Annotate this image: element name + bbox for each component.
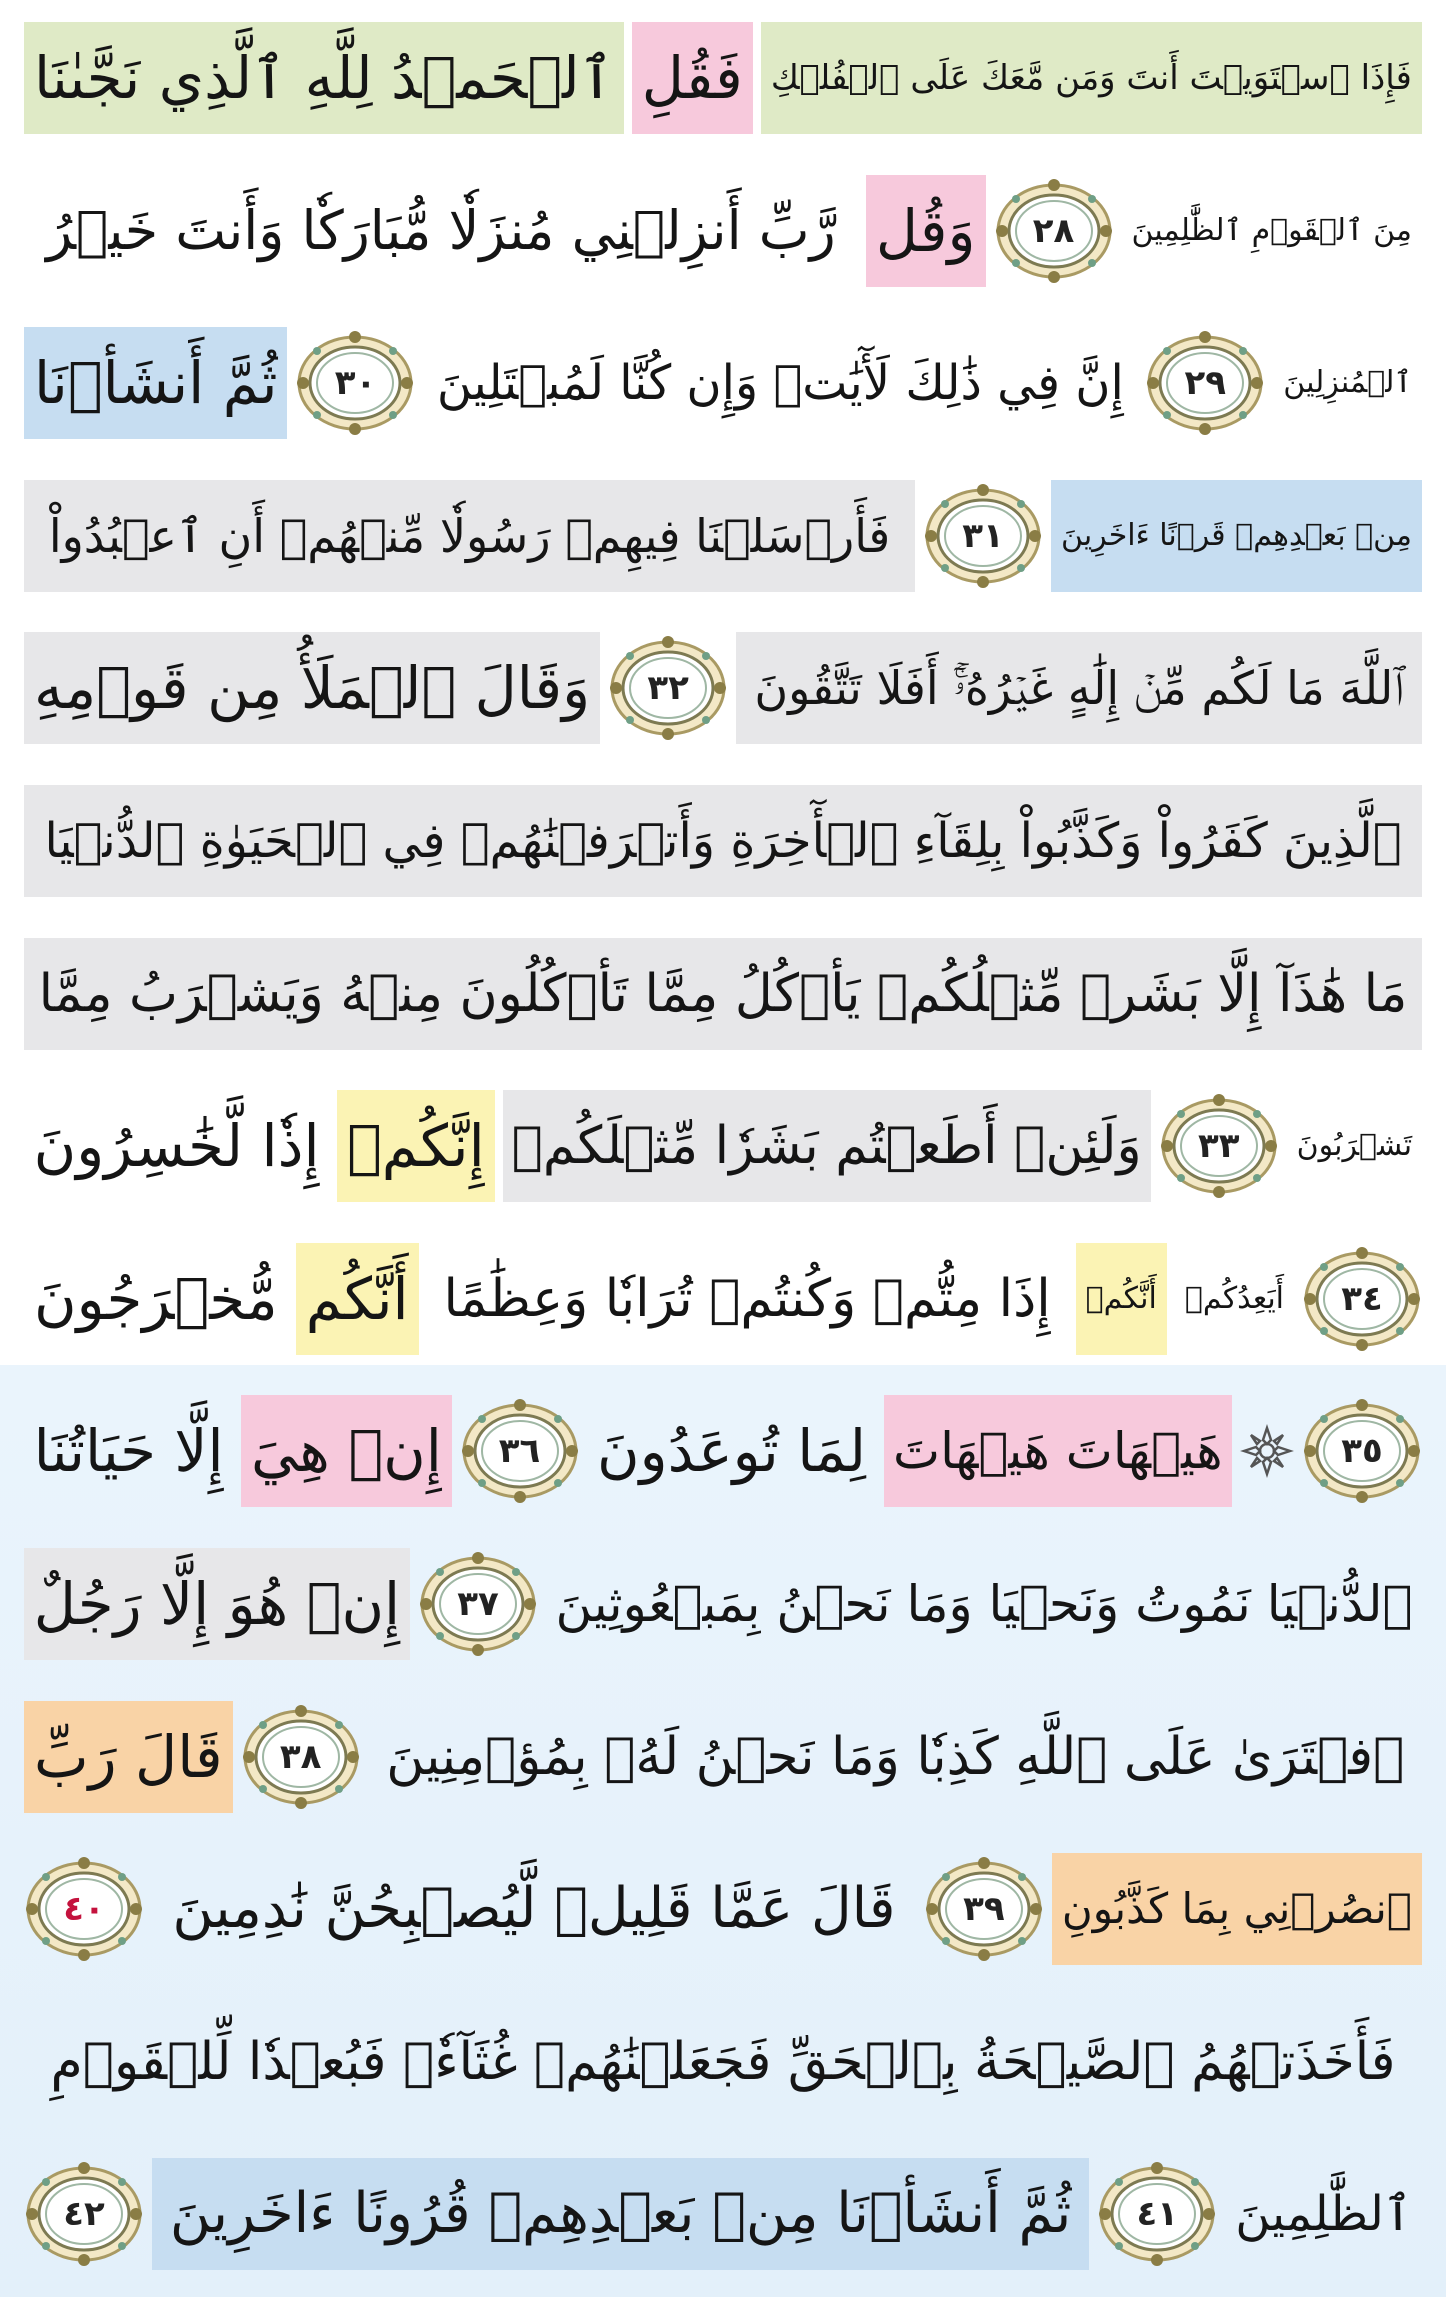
verse-text: إِنَّكُمۡ xyxy=(337,1090,494,1202)
ayah-number: ٣٨ xyxy=(279,1736,322,1777)
verse-text: ٱلدُّنۡيَا نَمُوتُ وَنَحۡيَا وَمَا نَحۡنُ بِمَبۡعُوثِينَ xyxy=(555,1575,1413,1633)
ayah-number: ٣٧ xyxy=(457,1584,499,1624)
ayah-number-marker[interactable] xyxy=(1145,331,1265,435)
verse-line xyxy=(24,1839,1422,1979)
verse-line xyxy=(24,2144,1422,2284)
verse-text: وَقُل xyxy=(866,175,986,287)
verse-text: ثُمَّ أَنشَأۡنَا مِنۢ بَعۡدِهِمۡ قُرُونًا ءَاخَرِينَ xyxy=(152,2158,1089,2270)
ayah-number-marker[interactable] xyxy=(1302,1399,1422,1503)
verse-text: هَيۡهَاتَ هَيۡهَاتَ xyxy=(884,1395,1232,1507)
verse-line xyxy=(24,771,1422,911)
verse-text: ثُمَّ أَنشَأۡنَا xyxy=(24,327,287,439)
verse-text: إِنۡ هُوَ إِلَّا رَجُلٌ xyxy=(24,1548,410,1660)
verse-text: إِذَا مِتُّمۡ وَكُنتُمۡ تُرَابٗا وَعِظَٰمًا xyxy=(443,1268,1051,1329)
verse-text: إِذٗا لَّخَٰسِرُونَ xyxy=(33,1112,320,1181)
ayah-number: ٣٢ xyxy=(647,668,689,709)
verse-line xyxy=(24,313,1422,453)
verse-line xyxy=(24,924,1422,1064)
verse-line xyxy=(24,1992,1422,2132)
verse-text: ٱللَّهَ مَا لَكُم مِّنۡ إِلَٰهٍ غَيۡرُهُۥٓۚ أَفَلَا تَتَّقُونَ xyxy=(736,632,1422,744)
ayah-number-marker[interactable] xyxy=(460,1399,580,1503)
ayah-number-marker[interactable] xyxy=(608,636,728,740)
verse-text: ٱلَّذِينَ كَفَرُواْ وَكَذَّبُواْ بِلِقَآءِ ٱلۡأٓخِرَةِ وَأَتۡرَفۡنَٰهُمۡ فِي ٱلۡحَيَوٰةِ ٱلدُّنۡيَا xyxy=(24,785,1422,897)
ayah-number: ٣٠ xyxy=(334,363,377,404)
verse-text: قَالَ رَبِّ xyxy=(24,1701,233,1813)
verse-text: ٱلظَّٰلِمِينَ xyxy=(1235,2186,1412,2243)
verse-text: أَيَعِدُكُمۡ xyxy=(1184,1280,1284,1316)
verse-line xyxy=(24,1687,1422,1827)
ayah-number-marker[interactable] xyxy=(994,179,1114,283)
ayah-number: ٣٤ xyxy=(1341,1278,1383,1319)
verse-text: مَا هَٰذَآ إِلَّا بَشَرٞ مِّثۡلُكُمۡ يَأۡكُلُ مِمَّا تَأۡكُلُونَ مِنۡهُ وَيَشۡرَبُ مِمَّا xyxy=(24,938,1422,1050)
verse-text: لِمَا تُوعَدُونَ xyxy=(597,1417,867,1486)
ayah-number-marker[interactable] xyxy=(1159,1094,1279,1198)
ayah-number-marker[interactable] xyxy=(1097,2162,1217,2266)
verse-text: ٱنصُرۡنِي بِمَا كَذَّبُونِ xyxy=(1052,1853,1422,1965)
ayah-number-marker[interactable] xyxy=(241,1705,361,1809)
verse-text: رَّبِّ أَنزِلۡنِي مُنزَلٗا مُّبَارَكٗا وَأَنتَ خَيۡرُ xyxy=(46,198,836,262)
verse-text: مُّخۡرَجُونَ xyxy=(34,1264,278,1333)
ayah-number: ٢٩ xyxy=(1184,363,1227,404)
verse-line xyxy=(24,618,1422,758)
verse-text: فَأَخَذَتۡهُمُ ٱلصَّيۡحَةُ بِٱلۡحَقِّ فَجَعَلۡنَٰهُمۡ غُثَآءٗۚ فَبُعۡدٗا لِّلۡقَوۡمِ xyxy=(50,2031,1396,2092)
ayah-number-marker[interactable] xyxy=(24,2162,144,2266)
ayah-number: ٤٢ xyxy=(63,2194,105,2235)
verse-line xyxy=(24,1534,1422,1674)
ayah-number: ٣٣ xyxy=(1198,1126,1240,1167)
ayah-number-marker[interactable] xyxy=(418,1552,538,1656)
verse-text: فَقُلِ xyxy=(632,22,753,134)
ayah-number: ٣٦ xyxy=(498,1431,541,1472)
verse-text: ٱلۡمُنزِلِينَ xyxy=(1283,365,1412,401)
ayah-number-marker[interactable] xyxy=(924,1857,1044,1961)
verse-text: فَإِذَا ٱسۡتَوَيۡتَ أَنتَ وَمَن مَّعَكَ عَلَى ٱلۡفُلۡكِ xyxy=(761,22,1422,134)
verse-text: ٱلۡحَمۡدُ لِلَّهِ ٱلَّذِي نَجَّىٰنَا xyxy=(24,22,624,134)
verse-text: ٱفۡتَرَىٰ عَلَى ٱللَّهِ كَذِبٗا وَمَا نَحۡنُ لَهُۥ بِمُؤۡمِنِينَ xyxy=(386,1726,1405,1787)
sajda-mark-icon xyxy=(1240,1424,1294,1478)
ayah-number-marker[interactable] xyxy=(923,484,1043,588)
ayah-number: ٤١ xyxy=(1136,2194,1178,2235)
verse-line xyxy=(24,1381,1422,1521)
verse-text: أَنَّكُمۡ xyxy=(1076,1243,1167,1355)
ayah-number: ٣٩ xyxy=(963,1889,1005,1930)
ayah-number: ٣٥ xyxy=(1341,1431,1383,1472)
verse-text: تَشۡرَبُونَ xyxy=(1296,1128,1413,1164)
verse-text: مِنَ ٱلۡقَوۡمِ ٱلظَّٰلِمِينَ xyxy=(1131,212,1412,248)
verse-text: إِلَّا حَيَاتُنَا xyxy=(33,1417,224,1486)
ayah-number: ٤٠ xyxy=(63,1889,105,1930)
ayah-number-marker[interactable] xyxy=(1302,1247,1422,1351)
verse-text: وَقَالَ ٱلۡمَلَأُ مِن قَوۡمِهِ xyxy=(24,632,600,744)
verse-line xyxy=(24,1076,1422,1216)
verse-text: قَالَ عَمَّا قَلِيلٖ لَّيُصۡبِحُنَّ نَٰدِمِينَ xyxy=(172,1876,896,1942)
ayah-number-marker[interactable] xyxy=(295,331,415,435)
verse-line xyxy=(24,466,1422,606)
verse-line xyxy=(24,8,1422,148)
ayah-number: ٣١ xyxy=(962,515,1004,556)
verse-text: أَنَّكُم xyxy=(296,1243,419,1355)
verse-text: فَأَرۡسَلۡنَا فِيهِمۡ رَسُولٗا مِّنۡهُمۡ أَنِ ٱعۡبُدُواْ xyxy=(24,480,915,592)
ayah-number-marker[interactable] xyxy=(24,1857,144,1961)
verse-text: إِنَّ فِي ذَٰلِكَ لَأٓيَٰتٖ وَإِن كُنَّا لَمُبۡتَلِينَ xyxy=(436,355,1124,412)
verse-line xyxy=(24,1229,1422,1369)
verse-text: وَلَئِنۡ أَطَعۡتُم بَشَرٗا مِّثۡلَكُمۡ xyxy=(503,1090,1151,1202)
ayah-number: ٢٨ xyxy=(1032,210,1075,251)
verse-text: إِنۡ هِيَ xyxy=(241,1395,451,1507)
verse-line xyxy=(24,161,1422,301)
verse-text: مِنۢ بَعۡدِهِمۡ قَرۡنًا ءَاخَرِينَ xyxy=(1051,480,1422,592)
